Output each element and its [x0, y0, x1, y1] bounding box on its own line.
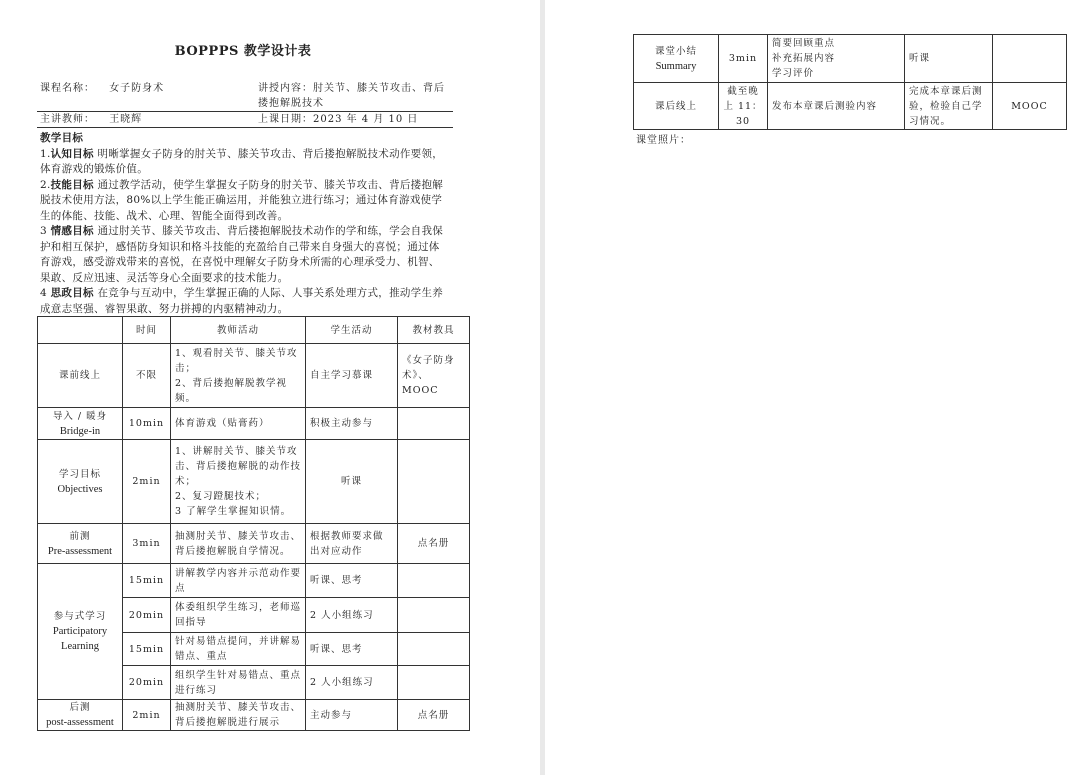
- stage-cell: 后测 post-assessment: [38, 700, 123, 731]
- teacher-activity-cell: 体委组织学生练习，老师巡回指导: [171, 598, 306, 633]
- teacher-activity-cell: 体育游戏（贴膏药）: [171, 408, 306, 440]
- time-cell: 10min: [123, 408, 171, 440]
- class-photo-label: 课堂照片：: [636, 135, 691, 146]
- student-activity-cell: 听课、思考: [306, 564, 398, 598]
- teacher-label: 主讲教师：: [40, 114, 95, 125]
- teacher-activity-cell: 1、观看肘关节、膝关节攻击； 2、背后搂抱解脱教学视频。: [171, 344, 306, 408]
- lecture-content-label: 讲授内容：: [258, 83, 313, 94]
- teaching-objectives: [40, 131, 450, 317]
- material-cell: [993, 35, 1067, 83]
- time-cell: 15min: [123, 564, 171, 598]
- time-cell: 3min: [123, 524, 171, 564]
- divider: [37, 127, 453, 128]
- student-activity-cell: 听课: [905, 35, 993, 83]
- time-cell: 20min: [123, 666, 171, 700]
- table-row: [38, 700, 470, 731]
- time-cell: 3min: [719, 35, 768, 83]
- material-cell: [398, 408, 470, 440]
- teacher-activity-cell: 发布本章课后测验内容: [768, 83, 905, 130]
- table-row: [38, 344, 470, 408]
- material-cell: 《女子防身术》、MOOC: [398, 344, 470, 408]
- objective-skill: 2.技能目标 通过教学活动，使学生掌握女子防身的肘关节、膝关节攻击、背后搂抱解脱技术使用方法，80%以上学生能正确运用，并能独立进行练习；通过体育游戏使学生的体能、技能、战术、心理、智能全面得到改善。: [40, 178, 444, 222]
- stage-cell: 课后线上: [634, 83, 719, 130]
- stage-cell: 前测 Pre-assessment: [38, 524, 123, 564]
- header-stage: [38, 317, 123, 344]
- time-cell: 不限: [123, 344, 171, 408]
- stage-cell: 导入 / 暖身 Bridge-in: [38, 408, 123, 440]
- material-cell: [398, 564, 470, 598]
- teacher-activity-cell: 1、讲解肘关节、膝关节攻击、背后搂抱解脱的动作技术； 2、复习蹬腿技术； 3 了解学生掌握知识情。: [171, 440, 306, 524]
- student-activity-cell: 自主学习慕课: [306, 344, 398, 408]
- teacher: [40, 112, 142, 127]
- document-page-1: [0, 0, 540, 775]
- course-name-label: 课程名称：: [40, 83, 95, 94]
- table-row: [634, 83, 1067, 130]
- stage-cell: 课前线上: [38, 344, 123, 408]
- time-cell: 2min: [123, 700, 171, 731]
- lecture-content-value-2: 搂抱解脱技术: [258, 98, 324, 109]
- teacher-value: 王晓辉: [109, 114, 143, 125]
- table-row: [634, 35, 1067, 83]
- class-date: [258, 112, 418, 127]
- header-student-activity: 学生活动: [306, 317, 398, 344]
- course-name: [40, 81, 164, 96]
- teacher-activity-cell: 抽测肘关节、膝关节攻击、背后搂抱解脱进行展示: [171, 700, 306, 731]
- table-header-row: [38, 317, 470, 344]
- header-teacher-activity: 教师活动: [171, 317, 306, 344]
- class-date-value: 2023 年 4 月 10 日: [313, 114, 419, 125]
- objectives-heading: 教学目标: [40, 132, 84, 144]
- student-activity-cell: 2 人小组练习: [306, 666, 398, 700]
- class-date-label: 上课日期：: [258, 114, 313, 125]
- table-row: [38, 524, 470, 564]
- student-activity-cell: 完成本章课后测验，检验自己学习情况。: [905, 83, 993, 130]
- table-row: [38, 408, 470, 440]
- student-activity-cell: 听课: [306, 440, 398, 524]
- objective-ideology: 4 思政目标 在竞争与互动中，学生掌握正确的人际、人事关系处理方式，推动学生养成意志坚强、睿智果敢、努力拼搏的内驱精神动力。: [40, 287, 444, 315]
- table-row: [38, 440, 470, 524]
- student-activity-cell: 根据教师要求做出对应动作: [306, 524, 398, 564]
- document-title: BOPPPS 教学设计表: [174, 44, 312, 59]
- teacher-activity-cell: 针对易错点提问，并讲解易错点、重点: [171, 633, 306, 666]
- lecture-content-value-1: 肘关节、膝关节攻击、背后: [313, 83, 445, 94]
- time-cell: 截至晚上 11：30: [719, 83, 768, 130]
- material-cell: [398, 440, 470, 524]
- material-cell: [398, 598, 470, 633]
- objective-emotion: 3 情感目标 通过肘关节、膝关节攻击、背后搂抱解脱技术动作的学和练，学会自我保护和相互保护，感悟防身知识和格斗技能的充盈给自己带来自身强大的喜悦；通过体育游戏，感受游戏带来的喜悦，在喜悦中理解女子防身术所需的心理承受力、机智、果敢、反应迅速、灵活等身心全面要求的技术能力。: [40, 225, 444, 284]
- header-materials: 教材教具: [398, 317, 470, 344]
- lesson-plan-table-continued: [633, 34, 1067, 130]
- material-cell: MOOC: [993, 83, 1067, 130]
- material-cell: [398, 666, 470, 700]
- material-cell: 点名册: [398, 524, 470, 564]
- teacher-activity-cell: 讲解教学内容并示范动作要点: [171, 564, 306, 598]
- table-row: [38, 564, 470, 598]
- material-cell: [398, 633, 470, 666]
- material-cell: 点名册: [398, 700, 470, 731]
- student-activity-cell: 积极主动参与: [306, 408, 398, 440]
- stage-cell: 参与式学习 Participatory Learning: [38, 564, 123, 700]
- objective-cognitive: 1.认知目标 明晰掌握女子防身的肘关节、膝关节攻击、背后搂抱解脱技术动作要领，体育游戏的锻炼价值。: [40, 147, 444, 175]
- header-time: 时间: [123, 317, 171, 344]
- teacher-activity-cell: 抽测肘关节、膝关节攻击、背后搂抱解脱自学情况。: [171, 524, 306, 564]
- stage-cell: 课堂小结 Summary: [634, 35, 719, 83]
- student-activity-cell: 主动参与: [306, 700, 398, 731]
- time-cell: 2min: [123, 440, 171, 524]
- teacher-activity-cell: 组织学生针对易错点、重点进行练习: [171, 666, 306, 700]
- lesson-plan-table: [37, 316, 470, 731]
- lecture-content: [258, 81, 458, 111]
- time-cell: 15min: [123, 633, 171, 666]
- time-cell: 20min: [123, 598, 171, 633]
- document-page-2: [545, 0, 1087, 775]
- student-activity-cell: 听课、思考: [306, 633, 398, 666]
- student-activity-cell: 2 人小组练习: [306, 598, 398, 633]
- stage-cell: 学习目标 Objectives: [38, 440, 123, 524]
- course-name-value: 女子防身术: [109, 83, 165, 94]
- teacher-activity-cell: 简要回顾重点 补充拓展内容 学习评价: [768, 35, 905, 83]
